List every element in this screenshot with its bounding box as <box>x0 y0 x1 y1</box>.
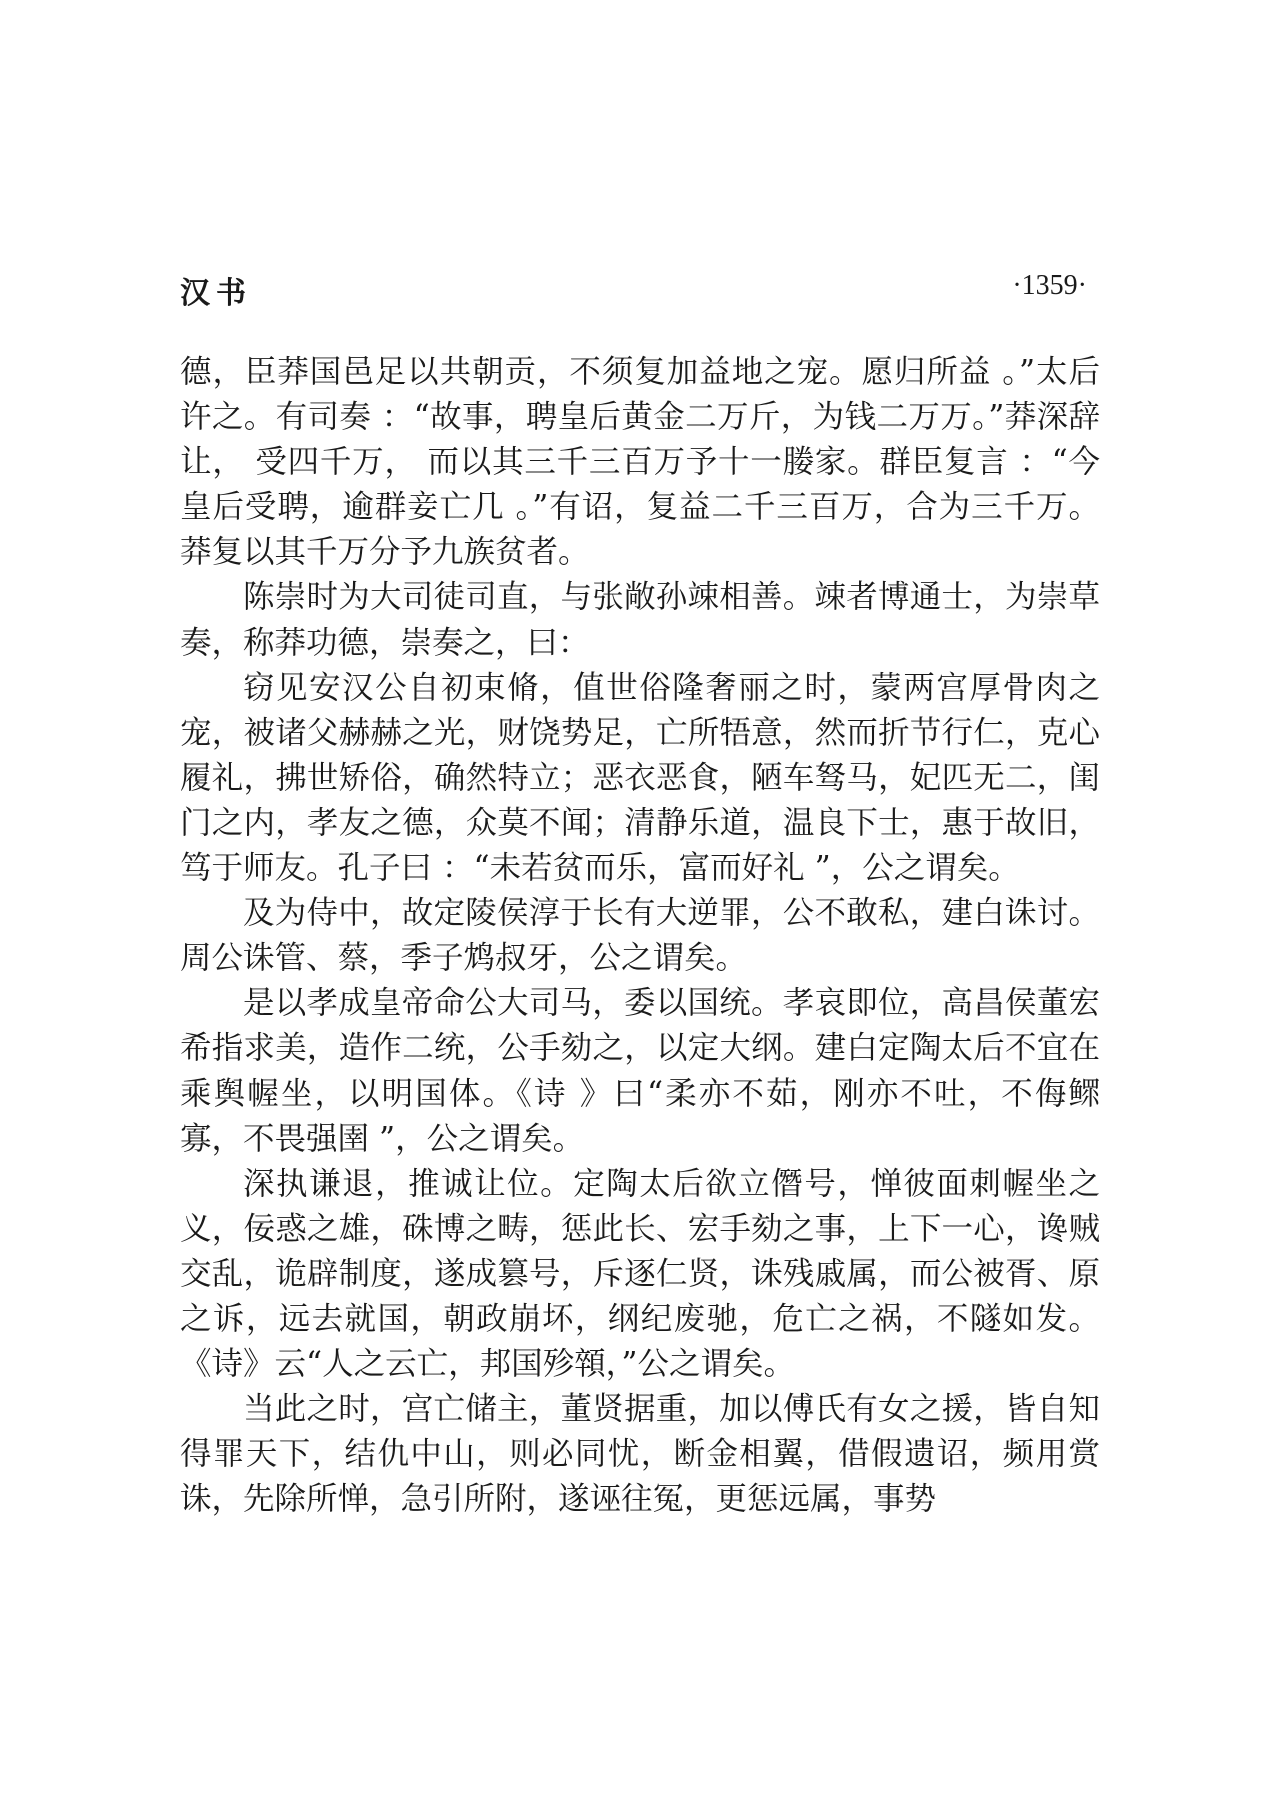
paragraph: 及为侍中，故定陵侯淳于长有大逆罪，公不敢私，建白诛讨。周公诛管、蔡，季子鸩叔牙，公之谓矣。 <box>180 895 1100 977</box>
body-text <box>180 350 1100 1522</box>
paragraph: 是以孝成皇帝命公大司马，委以国统。孝哀即位，高昌侯董宏希指求美，造作二统，公手劾之，以定大纲。建白定陶太后不宜在乘舆幄坐，以明国体。《诗 》曰“柔亦不茹，刚亦不吐，不侮鳏寡，不畏强圉 ”，公之谓矣。 <box>180 985 1100 1157</box>
paragraph: 德，臣莽国邑足以共朝贡，不须复加益地之宠。愿归所益 。”太后许之。有司奏 ：“故事，聘皇后黄金二万斤，为钱二万万。”莽深辞让， 受四千万， 而以其三千三百万予十一媵家。群臣复言 ：“今皇后受聘，逾群妾亡几 。”有诏，复益二千三百万，合为三千万。莽复以其千万分予九族贫者。 <box>180 354 1100 571</box>
paragraph: 当此之时，宫亡储主，董贤据重，加以傅氏有女之援，皆自知得罪天下，结仇中山，则必同忧，断金相翼，借假遗诏，频用赏诛，先除所惮，急引所附，遂诬往冤，更惩远属，事势 <box>180 1391 1100 1518</box>
book-title: 汉书 <box>180 276 252 311</box>
paragraph: 窃见安汉公自初束脩，值世俗隆奢丽之时，蒙两宫厚骨肉之宠，被诸父赫赫之光，财饶势足，亡所牾意，然而折节行仁，克心履礼，拂世矫俗，确然特立；恶衣恶食，陋车驽马，妃匹无二，闺门之内，孝友之德，众莫不闻；清静乐道，温良下士，惠于故旧，笃于师友。孔子曰 ：“未若贫而乐，富而好礼 ”，公之谓矣。 <box>180 669 1100 887</box>
paragraph: 陈崇时为大司徒司直，与张敞孙竦相善。竦者博通士，为崇草奏，称莽功德，崇奏之，曰： <box>180 579 1100 661</box>
paragraph: 深执谦退，推诚让位。定陶太后欲立僭号，惮彼面刺幄坐之义，佞惑之雄，硃博之畴，惩此长、宏手劾之事，上下一心，谗贼交乱，诡辟制度，遂成篡号，斥逐仁贤，诛残戚属，而公被胥、原之诉，远去就国，朝政崩坏，纲纪废驰，危亡之祸，不隧如发。《诗》云“人之云亡，邦国殄顇，”公之谓矣。 <box>180 1165 1100 1383</box>
page-header <box>180 268 1087 316</box>
page-number: ·1359· <box>1012 270 1087 301</box>
